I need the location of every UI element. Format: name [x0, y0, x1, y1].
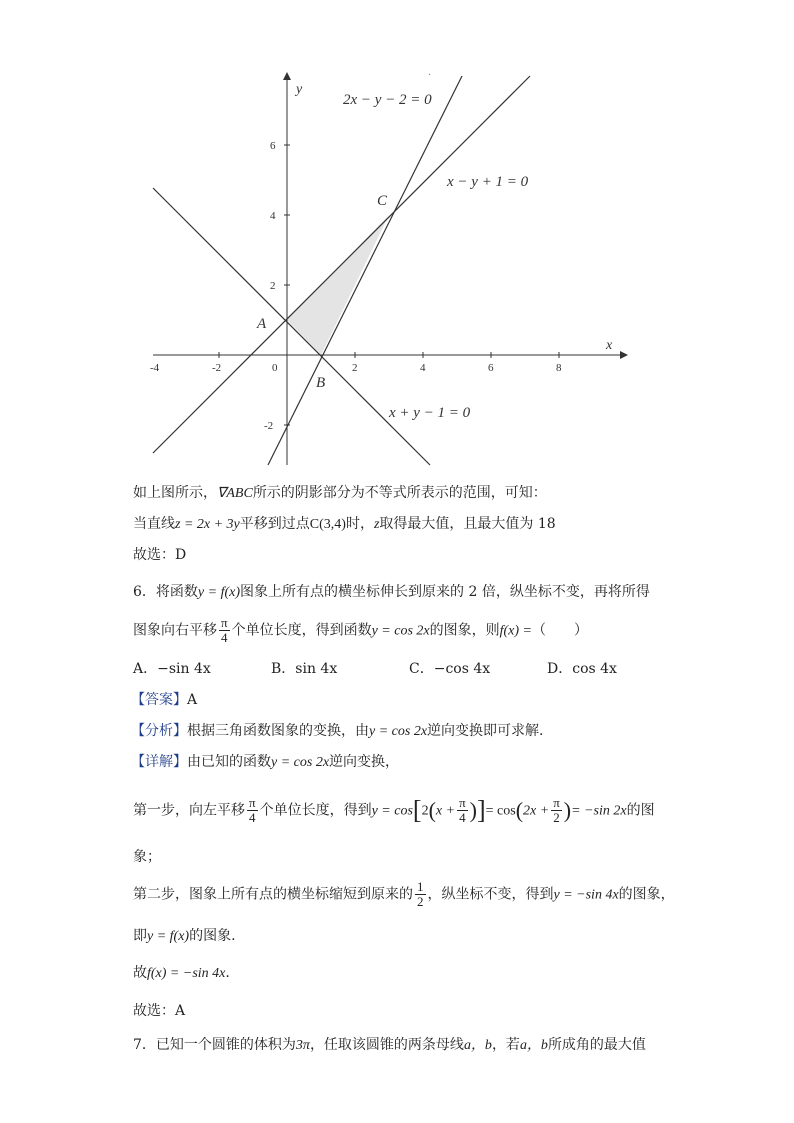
option-b[interactable]: B．sin 4x: [271, 661, 338, 677]
option-c[interactable]: C．−cos 4x: [409, 661, 491, 677]
graph-figure: [0, 0, 794, 470]
point-label-a: A: [257, 316, 267, 332]
choose-a: 故选：A: [133, 1003, 186, 1019]
x-axis-arrow: [620, 351, 628, 359]
x-tick-label: -4: [150, 362, 160, 374]
step1-cont: 象；: [133, 849, 161, 865]
y-tick-label: 6: [270, 140, 276, 152]
y-tick-label: 2: [270, 280, 276, 292]
step2-line: 第二步，图象上所有点的横坐标缩短到原来的 $\frac{1}{2}$ ，纵坐标不变，得到y = −sin 4x的图象，: [133, 879, 675, 909]
x-tick-label: 6: [488, 362, 494, 374]
option-d[interactable]: D．cos 4x: [547, 661, 617, 677]
line-label-x+y-1: x + y − 1 = 0: [389, 405, 471, 421]
x-tick-label: 4: [420, 362, 426, 374]
para-max-value: 当直线z = 2x + 3y平移到过点C(3,4)时，z取得最大值，且最大值为 18: [133, 516, 556, 532]
x-tick-label: 8: [556, 362, 562, 374]
detail-label: 【详解】: [131, 754, 187, 770]
y-tick-label: 4: [270, 210, 276, 222]
shaded-region-abc: [287, 215, 389, 355]
answer-line: 【答案】A: [131, 692, 198, 708]
stray-mark: ·: [428, 70, 432, 81]
q6-line1: 6．将函数y = f(x)图象上所有点的横坐标伸长到原来的 2 倍，纵坐标不变，再将所得: [133, 584, 650, 600]
detail-line: 【详解】由已知的函数y = cos 2x逆向变换，: [131, 754, 400, 770]
line-label-x-y-1: x − y + 1 = 0: [447, 174, 529, 190]
x-axis-label: x: [606, 338, 613, 353]
point-label-c: C: [377, 193, 388, 209]
option-a[interactable]: A．−sin 4x: [133, 661, 211, 677]
point-label-b: B: [316, 375, 326, 391]
y-axis-label: y: [296, 82, 303, 97]
step1-line: 第一步，向左平移 $\frac{\pi}{4}$ 个单位长度，得到y = cos[2(x + $\frac{\pi}{4}$ )]= cos(2x + $\frac{\pi}{2}$ )= −sin 2x的图: [133, 795, 655, 825]
line-x+y-1: [153, 188, 430, 465]
choose-d: 故选：D: [133, 547, 187, 563]
answer-label: 【答案】: [131, 692, 187, 708]
triangle-abc: ∇ABC: [217, 486, 253, 501]
line-label-2x-y-2: 2x − y − 2 = 0: [343, 92, 432, 108]
para-triangle-region: 如上图所示，∇ABC所示的阴影部分为不等式所表示的范围，可知：: [133, 485, 547, 501]
step3-line: 即y = f(x)的图象.: [133, 928, 236, 944]
x-tick-label: -2: [212, 362, 222, 374]
analysis-label: 【分析】: [131, 723, 187, 739]
step4-line: 故f(x) = −sin 4x.: [133, 965, 230, 981]
line-x-y-1: [153, 76, 530, 453]
analysis-line: 【分析】根据三角函数图象的变换，由y = cos 2x逆向变换即可求解.: [131, 723, 544, 739]
q7-line: 7．已知一个圆锥的体积为3π，任取该圆锥的两条母线a，b，若a，b所成角的最大值: [133, 1037, 646, 1053]
x-tick-label: 0: [272, 362, 278, 374]
y-tick-label: -2: [264, 420, 274, 432]
y-axis-arrow: [283, 72, 291, 80]
fraction-pi-4: $\frac{\pi}{4}$: [221, 615, 228, 645]
x-tick-label: 2: [352, 362, 358, 374]
q6-line2: 图象向右平移 $\frac{\pi}{4}$ 个单位长度，得到函数y = cos 2x的图象，则f(x) =（ ）: [133, 615, 588, 645]
